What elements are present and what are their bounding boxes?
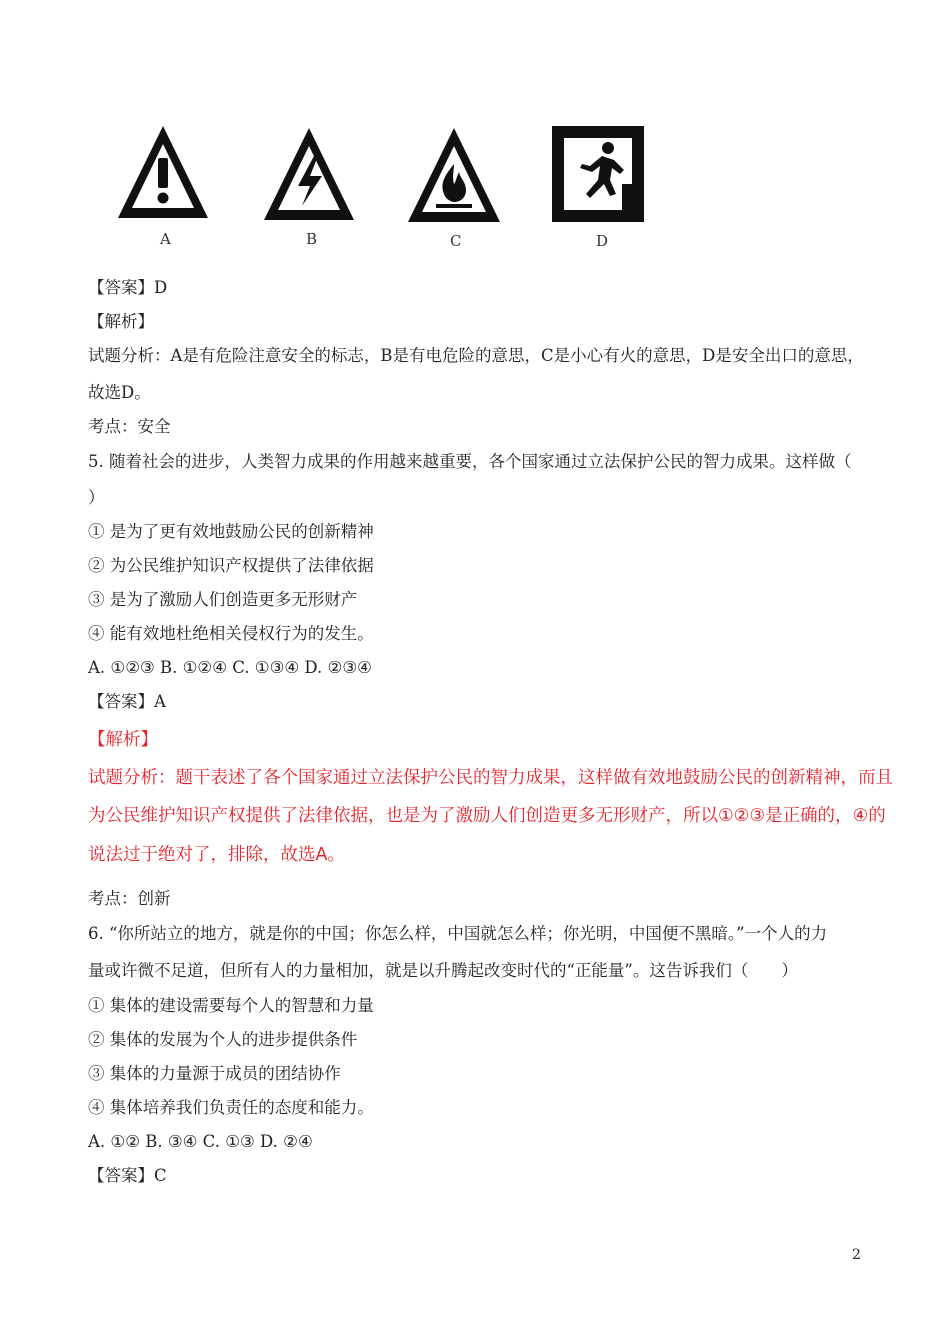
safety-signs-figure xyxy=(100,112,660,252)
q5-choices: A. ①②③ B. ①②④ C. ①③④ D. ②③④ xyxy=(88,658,372,677)
electric-hazard-icon xyxy=(260,124,358,228)
q5-stem-line-2: ） xyxy=(88,488,105,507)
q5-option-2: ② 为公民维护知识产权提供了法律依据 xyxy=(88,556,374,575)
q4-analysis-line-2: 故选D。 xyxy=(88,383,151,402)
sign-label-d: D xyxy=(596,232,609,250)
q5-answer: 【答案】A xyxy=(88,692,166,711)
q5-option-1: ① 是为了更有效地鼓励公民的创新精神 xyxy=(88,522,374,541)
q6-option-2: ② 集体的发展为个人的进步提供条件 xyxy=(88,1030,358,1049)
q4-answer: 【答案】D xyxy=(88,278,168,297)
q6-stem-line-2: 量或许微不足道，但所有人的力量相加，就是以升腾起改变时代的“正能量”。这告诉我们（ ） xyxy=(88,961,798,980)
q5-analysis-heading: 【解析】 xyxy=(88,730,158,750)
q5-topic: 考点：创新 xyxy=(88,889,171,908)
q5-option-3: ③ 是为了激励人们创造更多无形财产 xyxy=(88,590,358,609)
q4-analysis-line-1: 试题分析：A是有危险注意安全的标志，B是有电危险的意思，C是小心有火的意思，D是安全出口的意思， xyxy=(88,346,864,365)
sign-label-a: A xyxy=(160,230,171,248)
sign-label-c: C xyxy=(450,232,462,250)
q5-option-4: ④ 能有效地杜绝相关侵权行为的发生。 xyxy=(88,624,374,643)
q6-answer: 【答案】C xyxy=(88,1166,167,1185)
page-number: 2 xyxy=(852,1247,861,1263)
flammable-fire-icon xyxy=(404,124,504,230)
q5-stem-line-1: 5. 随着社会的进步，人类智力成果的作用越来越重要，各个国家通过立法保护公民的智力成果。这样做（ xyxy=(88,452,852,471)
q6-option-1: ① 集体的建设需要每个人的智慧和力量 xyxy=(88,996,374,1015)
q6-choices: A. ①② B. ③④ C. ①③ D. ②④ xyxy=(88,1132,313,1151)
q4-analysis-heading: 【解析】 xyxy=(88,312,154,331)
q6-option-3: ③ 集体的力量源于成员的团结协作 xyxy=(88,1064,341,1083)
emergency-exit-icon xyxy=(550,124,646,224)
q6-stem-line-1: 6. “你所站立的地方，就是你的中国；你怎么样，中国就怎么样；你光明，中国便不黑暗。”一个人的力 xyxy=(88,924,828,943)
q5-analysis-line-3: 说法过于绝对了，排除，故选A。 xyxy=(88,845,345,865)
warning-exclamation-icon xyxy=(114,120,212,226)
q4-topic: 考点：安全 xyxy=(88,417,171,436)
q6-option-4: ④ 集体培养我们负责任的态度和能力。 xyxy=(88,1098,374,1117)
q5-analysis-line-2: 为公民维护知识产权提供了法律依据，也是为了激励人们创造更多无形财产，所以①②③是正确的，④的 xyxy=(88,806,886,826)
q5-analysis-line-1: 试题分析：题干表述了各个国家通过立法保护公民的智力成果，这样做有效地鼓励公民的创新精神，而且 xyxy=(88,768,893,788)
sign-label-b: B xyxy=(306,230,318,248)
